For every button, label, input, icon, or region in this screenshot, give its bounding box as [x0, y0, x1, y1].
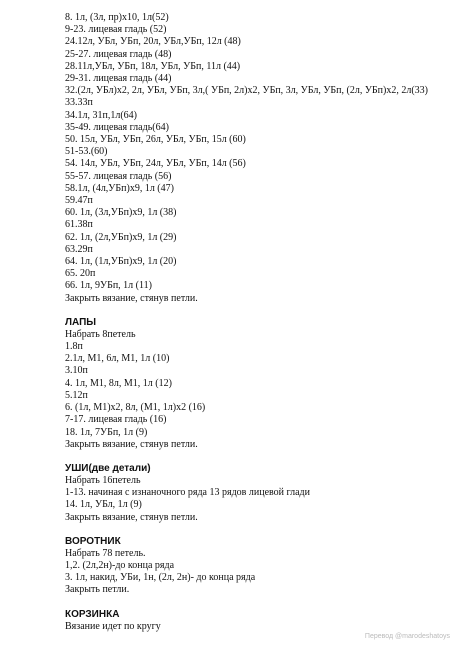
pattern-row: 50. 15л, УБл, УБп, 26л, УБл, УБп, 15л (60) [65, 134, 246, 146]
section-ears [65, 463, 450, 524]
pattern-row: Закрыть вязание, стянув петли. [65, 438, 198, 450]
pattern-row: 3. 1л, накид, УБи, 1н, (2л, 2н)- до конца ряда [65, 572, 256, 584]
pattern-row: 64. 1л, (1л,УБп)х9, 1л (20) [65, 256, 177, 268]
pattern-row: 59.47п [65, 195, 93, 207]
pattern-row: Вязание идет по кругу [65, 620, 161, 632]
pattern-row: 4. 1л, М1, 8л, М1, 1л (12) [65, 377, 172, 389]
pattern-row: 1,2. (2л,2н)-до конца ряда [65, 559, 175, 571]
section-heading: КОРЗИНКА [65, 608, 120, 620]
pattern-row: 28.11л,УБл, УБп, 18л, УБл, УБп, 11л (44) [65, 60, 241, 72]
translation-credit: Перевод @marodeshatoys [364, 633, 450, 640]
pattern-row: 51-53.(60) [65, 146, 108, 158]
pattern-row: 2.1л, М1, 6л, М1, 1л (10) [65, 353, 170, 365]
pattern-row: 58.1л, (4л,УБп)х9, 1л (47) [65, 182, 174, 194]
pattern-row: Закрыть вязание, стянув петли. [65, 292, 198, 304]
pattern-row: 18. 1л, 7УБп, 1л (9) [65, 426, 148, 438]
pattern-row: 1.8п [65, 341, 83, 353]
pattern-row: 3.10п [65, 365, 88, 377]
pattern-row: 60. 1л, (3л,УБп)х9, 1л (38) [65, 207, 177, 219]
pattern-row: 33.33п [65, 97, 93, 109]
pattern-row: 29-31. лицевая гладь (44) [65, 73, 172, 85]
pattern-row: 6. (1л, М1)х2, 8л, (М1, 1л)х2 (16) [65, 402, 206, 414]
pattern-row: 61.38п [65, 219, 93, 231]
section-paws [65, 317, 450, 451]
pattern-row: 5.12п [65, 389, 88, 401]
pattern-row: Набрать 78 петель. [65, 547, 146, 559]
pattern-row: 65. 20п [65, 268, 96, 280]
document-page [65, 12, 450, 633]
pattern-row: 55-57. лицевая гладь (56) [65, 170, 172, 182]
pattern-row: 62. 1л, (2л,УБп)х9, 1л (29) [65, 231, 177, 243]
section-heading: УШИ(две детали) [65, 462, 151, 474]
section-basket [65, 609, 450, 633]
pattern-row: 7-17. лицевая гладь (16) [65, 414, 167, 426]
section-collar [65, 536, 450, 597]
pattern-row: Набрать 8петель [65, 328, 136, 340]
pattern-row: 34.1л, 31п,1л(64) [65, 109, 137, 121]
pattern-row: 8. 1л, (3л, пр)х10, 1л(52) [65, 12, 169, 23]
pattern-row: 24.12л, УБл, УБп, 20л, УБл,УБп, 12л (48) [65, 36, 241, 48]
pattern-row: 66. 1л, 9УБп, 1л (11) [65, 280, 152, 292]
pattern-row: 25-27. лицевая гладь (48) [65, 48, 172, 60]
section-body-continued [65, 12, 450, 305]
pattern-row: 35-49. лицевая гладь(64) [65, 121, 169, 133]
section-heading: ЛАПЫ [65, 316, 97, 328]
pattern-row: 54. 14л, УБл, УБп, 24л, УБл, УБп, 14л (56) [65, 158, 246, 170]
pattern-row: Набрать 16петель [65, 474, 141, 486]
pattern-row: 9-23. лицевая гладь (52) [65, 24, 167, 36]
pattern-row: Закрыть вязание, стянув петли. [65, 511, 198, 523]
pattern-row: 32.(2л, УБл)х2, 2л, УБл, УБп, 3л,( УБп, 2л)х2, УБп, 3л, УБл, УБп, (2л, УБп)х2, 2л(33) [65, 85, 428, 97]
pattern-row: Закрыть петли. [65, 584, 130, 596]
pattern-row: 63.29п [65, 243, 93, 255]
pattern-row: 1-13. начиная с изнаночного ряда 13 рядов лицевой глади [65, 487, 310, 499]
section-heading: ВОРОТНИК [65, 535, 121, 547]
pattern-row: 14. 1л, УБл, 1л (9) [65, 499, 142, 511]
